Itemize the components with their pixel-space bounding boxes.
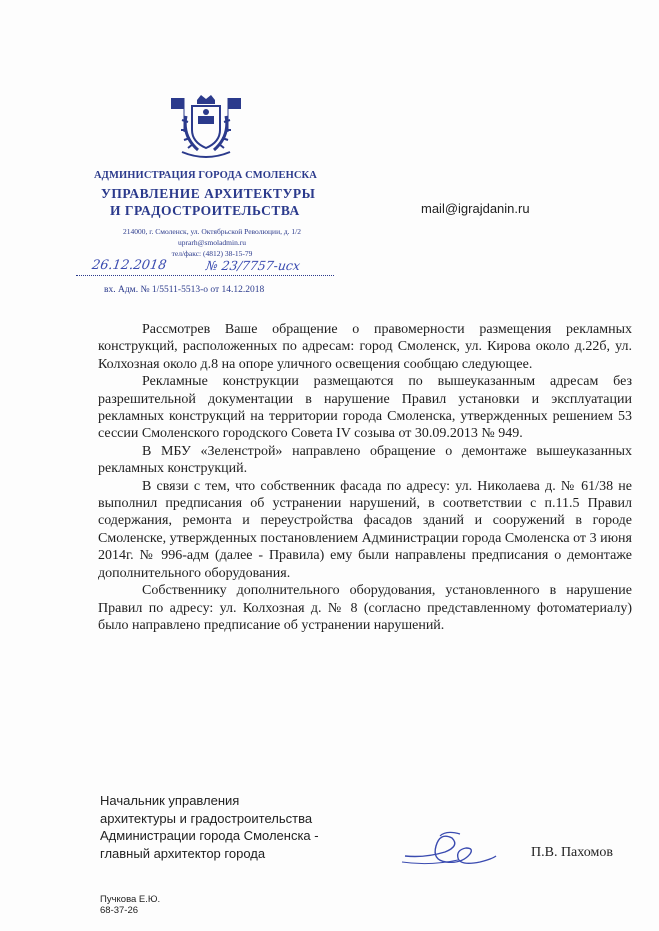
- recipient-email: mail@igrajdanin.ru: [421, 201, 530, 216]
- registration-line: [76, 275, 334, 276]
- handwritten-signature: [400, 826, 500, 876]
- smolensk-coat-of-arms-icon: [168, 92, 244, 160]
- department-name-line2: И ГРАДОСТРОИТЕЛЬСТВА: [110, 203, 300, 218]
- letter-body: [98, 321, 632, 634]
- department-address: 214000, г. Смоленск, ул. Октябрьской Революции, д. 1/2: [123, 227, 301, 236]
- incoming-reference: вх. Адм. № 1/5511-5513-о от 14.12.2018: [104, 285, 265, 295]
- department-name-line1: УПРАВЛЕНИЕ АРХИТЕКТУРЫ: [101, 186, 316, 201]
- body-paragraph: Рассмотрев Ваше обращение о правомерности размещения рекламных конструкций, расположенных по адресам: город Смоленск, ул. Кирова около д.22б, ул. Колхозная около д.8 на опоре уличного освещения сообщаю следующее.: [98, 322, 632, 372]
- department-email: uprarh@smoladmin.ru: [178, 238, 246, 247]
- signatory-name: П.В. Пахомов: [531, 845, 613, 860]
- body-paragraph: В связи с тем, что собственник фасада по адресу: ул. Николаева д. № 61/38 не выполнил предписания об устранении нарушений, в соответствии с п.11.5 Правил содержания, ремонта и переустройства фасадов зданий и сооружений в городе Смоленске, утвержденных постановлением Администрации города Смоленска от 3 июня 2014г. № 996-адм (далее - Правила) ему были направлены предписания о демонтаже дополнительного оборудования.: [98, 478, 632, 581]
- registration-number: № 23/7757-исх: [204, 258, 302, 273]
- body-paragraph: В МБУ «Зеленстрой» направлено обращение о демонтаже вышеуказанных рекламных конструкций.: [98, 443, 632, 477]
- signatory-title: [100, 792, 319, 862]
- organization-name: АДМИНИСТРАЦИЯ ГОРОДА СМОЛЕНСКА: [94, 170, 317, 181]
- department-phone: тел/факс: (4812) 38-15-79: [171, 249, 253, 258]
- signatory-title-line: архитектуры и градостроительства: [100, 810, 313, 826]
- signatory-title-line: Начальник управления: [100, 793, 240, 808]
- executor-phone: 68-37-26: [100, 905, 139, 916]
- body-paragraph: Рекламные конструкции размещаются по вышеуказанным адресам без разрешительной документации в нарушение Правил установки и эксплуатации рекламных конструкций на территории города Смоленска, утвержденных решением 53 сессии Смоленского городского Совета IV созыва от 30.09.2013 № 949.: [98, 374, 632, 442]
- registration-date: 26.12.2018: [90, 258, 168, 273]
- body-paragraph: Собственнику дополнительного оборудования, установленного в нарушение Правил по адресу: ул. Колхозная д. № 8 (согласно представленному фотоматериалу) было направлено предписание об устранении нарушений.: [98, 583, 632, 633]
- signatory-title-line: Администрации города Смоленска -: [100, 828, 319, 843]
- executor-info: [100, 894, 160, 916]
- executor-name: Пучкова Е.Ю.: [100, 894, 161, 905]
- signatory-title-line: главный архитектор города: [100, 845, 266, 861]
